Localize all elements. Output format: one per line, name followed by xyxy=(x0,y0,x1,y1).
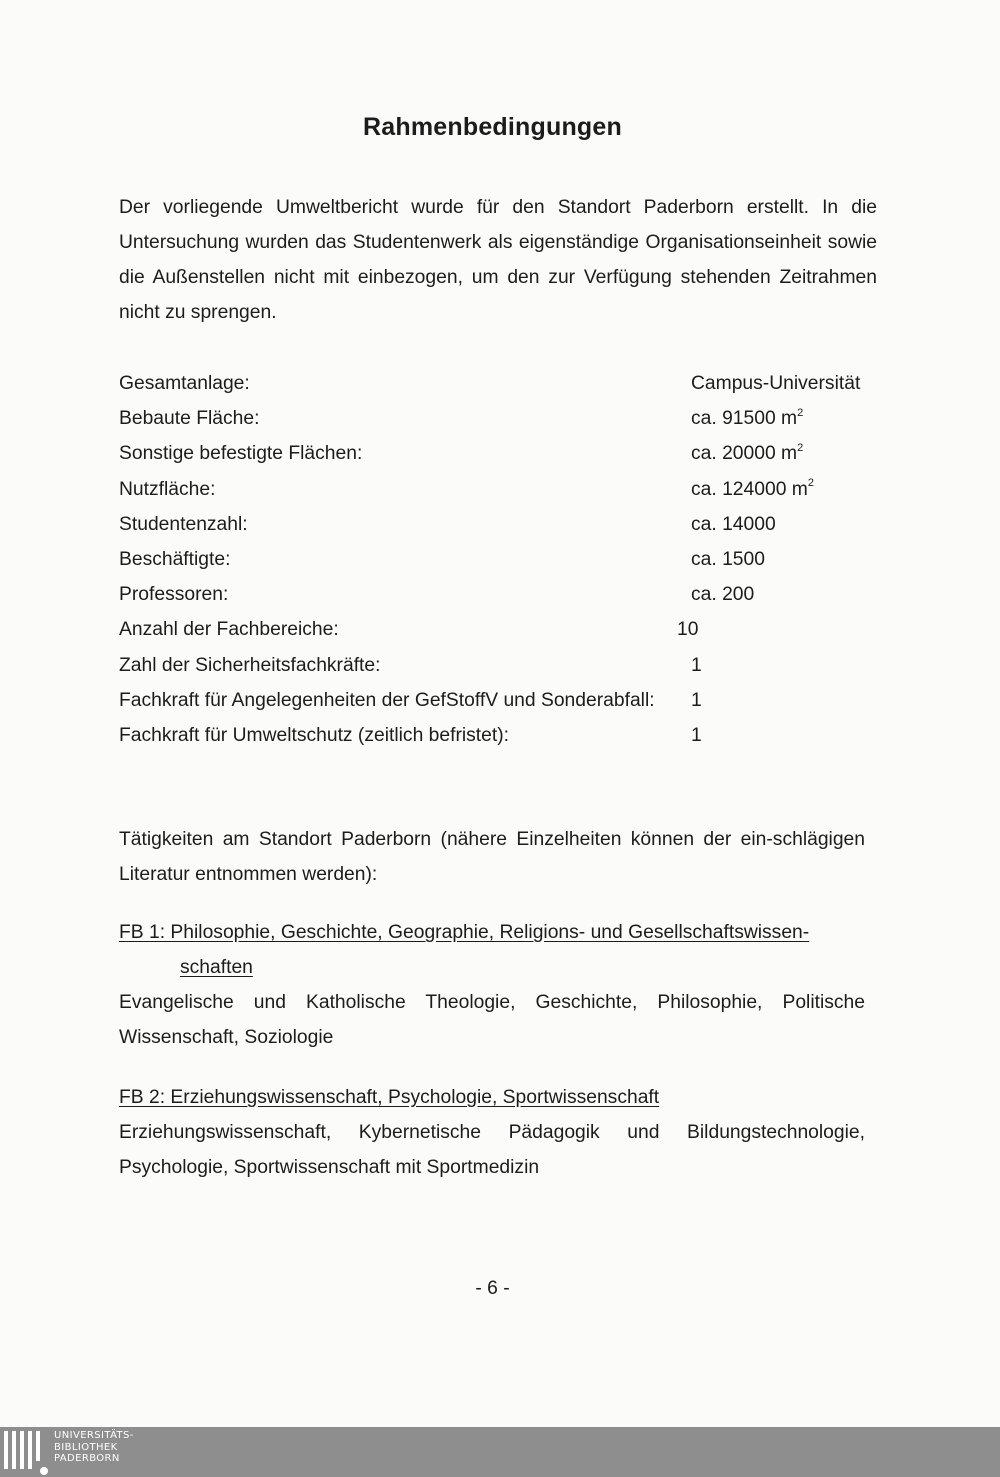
fact-label: Fachkraft für Umweltschutz (zeitlich befristet): xyxy=(119,724,510,746)
fact-value: ca. 124000 $m^2$ xyxy=(691,477,814,500)
fact-label: Studentenzahl: xyxy=(119,513,248,535)
fb1-heading: FB 1: Philosophie, Geschichte, Geographie, Religions- und Gesellschaftswissen- xyxy=(119,922,810,943)
library-name: UNIVERSITÄTS- BIBLIOTHEK PADERBORN xyxy=(54,1430,134,1464)
fb2-heading: FB 2: Erziehungswissenschaft, Psychologie, Sportwissenschaft xyxy=(119,1087,660,1108)
fact-label: Gesamtanlage: xyxy=(119,373,250,394)
fb1-heading-continued: schaften xyxy=(180,957,253,978)
fact-value: ca. 20000 $m^2$ xyxy=(691,441,804,465)
library-logo-icon xyxy=(4,1431,48,1473)
fact-row xyxy=(119,683,879,718)
fact-row xyxy=(119,401,879,436)
fact-row xyxy=(119,577,879,612)
fact-label: Beschäftigte: xyxy=(119,548,231,570)
fact-value: ca. 200 xyxy=(691,584,755,606)
page-number: - 6 - xyxy=(475,1278,510,1299)
fact-label: Bebaute Fläche: xyxy=(119,408,260,430)
fact-label: Fachkraft für Angelegenheiten der GefStoffV und Sonderabfall: xyxy=(119,689,655,711)
fact-label: Sonstige befestigte Flächen: xyxy=(119,443,363,465)
library-footer xyxy=(0,1427,1000,1477)
activities-intro: Tätigkeiten am Standort Paderborn (nähere Einzelheiten können der ein-schlägigen Literatur entnommen werden): xyxy=(119,829,865,885)
fact-label: Anzahl der Fachbereiche: xyxy=(119,619,339,641)
unit-superscript: 2 xyxy=(807,477,814,490)
fact-row xyxy=(119,507,879,542)
fact-value: 1 xyxy=(691,689,702,711)
fact-row xyxy=(119,366,879,401)
fact-row xyxy=(119,542,879,577)
fact-row xyxy=(119,648,879,683)
intro-paragraph: Der vorliegende Umweltbericht wurde für den Standort Paderborn erstellt. In die Untersuchung wurden das Studentenwerk als eigenständige Organisationseinheit sowie die Außenstellen nicht mit einbezogen, um den zur Verfügung stehenden Zeitrahmen nicht zu sprengen. xyxy=(119,197,877,323)
fact-row xyxy=(119,472,879,507)
fact-value: 1 xyxy=(691,654,702,676)
fact-row xyxy=(119,436,879,471)
fact-label: Nutzfläche: xyxy=(119,478,216,500)
fact-label: Zahl der Sicherheitsfachkräfte: xyxy=(119,654,381,676)
facts-table xyxy=(119,366,879,753)
fact-value: ca. 1500 xyxy=(691,548,765,570)
fb1-body: Evangelische und Katholische Theologie, Geschichte, Philosophie, Politische Wissenschaft, Soziologie xyxy=(119,992,865,1048)
fact-value: ca. 91500 $m^2$ xyxy=(691,406,804,430)
unit-superscript: 2 xyxy=(797,441,804,454)
page-title: Rahmenbedingungen xyxy=(363,113,622,141)
fact-value: 1 xyxy=(691,724,702,746)
fact-row xyxy=(119,718,879,753)
unit-superscript: 2 xyxy=(797,406,804,419)
fact-value: ca. 14000 xyxy=(691,513,776,535)
fb2-body: Erziehungswissenschaft, Kybernetische Pädagogik und Bildungstechnologie, Psychologie, Sportwissenschaft mit Sportmedizin xyxy=(119,1122,865,1178)
fact-row xyxy=(119,612,879,647)
fact-value: Campus-Universität xyxy=(691,373,861,394)
fact-value: 10 xyxy=(677,619,699,641)
fact-label: Professoren: xyxy=(119,584,229,606)
